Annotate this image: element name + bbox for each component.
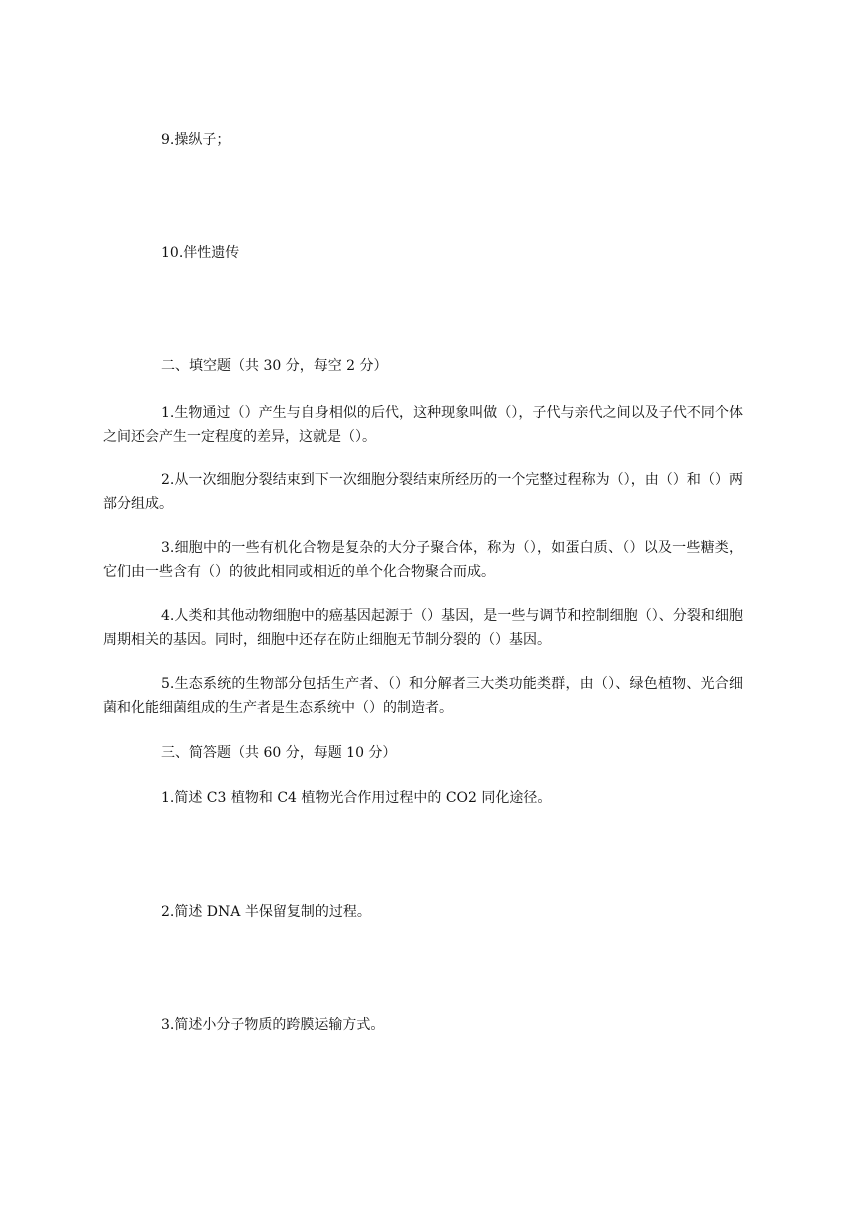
short-answer-question-3: 3.简述小分子物质的跨膜运输方式。 xyxy=(161,1017,385,1033)
section-heading-short-answer: 三、简答题（共 60 分，每题 10 分） xyxy=(161,745,397,761)
term-item-10: 10.伴性遗传 xyxy=(161,245,240,261)
fill-in-question-2: 2.从一次细胞分裂结束到下一次细胞分裂结束所经历的一个完整过程称为（），由（）和（）两部分组成。 xyxy=(103,472,743,512)
fill-in-question-1: 1.生物通过（）产生与自身相似的后代，这种现象叫做（），子代与亲代之间以及子代不同个体之间还会产生一定程度的差异，这就是（）。 xyxy=(103,405,743,445)
short-answer-question-1: 1.简述 C3 植物和 C4 植物光合作用过程中的 CO2 同化途径。 xyxy=(161,790,552,806)
section-heading-fill-in: 二、填空题（共 30 分，每空 2 分） xyxy=(161,358,388,374)
fill-in-question-5: 5.生态系统的生物部分包括生产者、（）和分解者三大类功能类群，由（）、绿色植物、光合细菌和化能细菌组成的生产者是生态系统中（）的制造者。 xyxy=(103,676,743,716)
fill-in-question-4: 4.人类和其他动物细胞中的癌基因起源于（）基因，是一些与调节和控制细胞（）、分裂和细胞周期相关的基因。同时，细胞中还存在防止细胞无节制分裂的（）基因。 xyxy=(103,608,743,648)
short-answer-question-2: 2.简述 DNA 半保留复制的过程。 xyxy=(161,904,371,920)
fill-in-question-3: 3.细胞中的一些有机化合物是复杂的大分子聚合体，称为（），如蛋白质、（）以及一些糖类，它们由一些含有（）的彼此相同或相近的单个化合物聚合而成。 xyxy=(103,540,743,580)
term-item-9: 9.操纵子； xyxy=(161,132,231,148)
